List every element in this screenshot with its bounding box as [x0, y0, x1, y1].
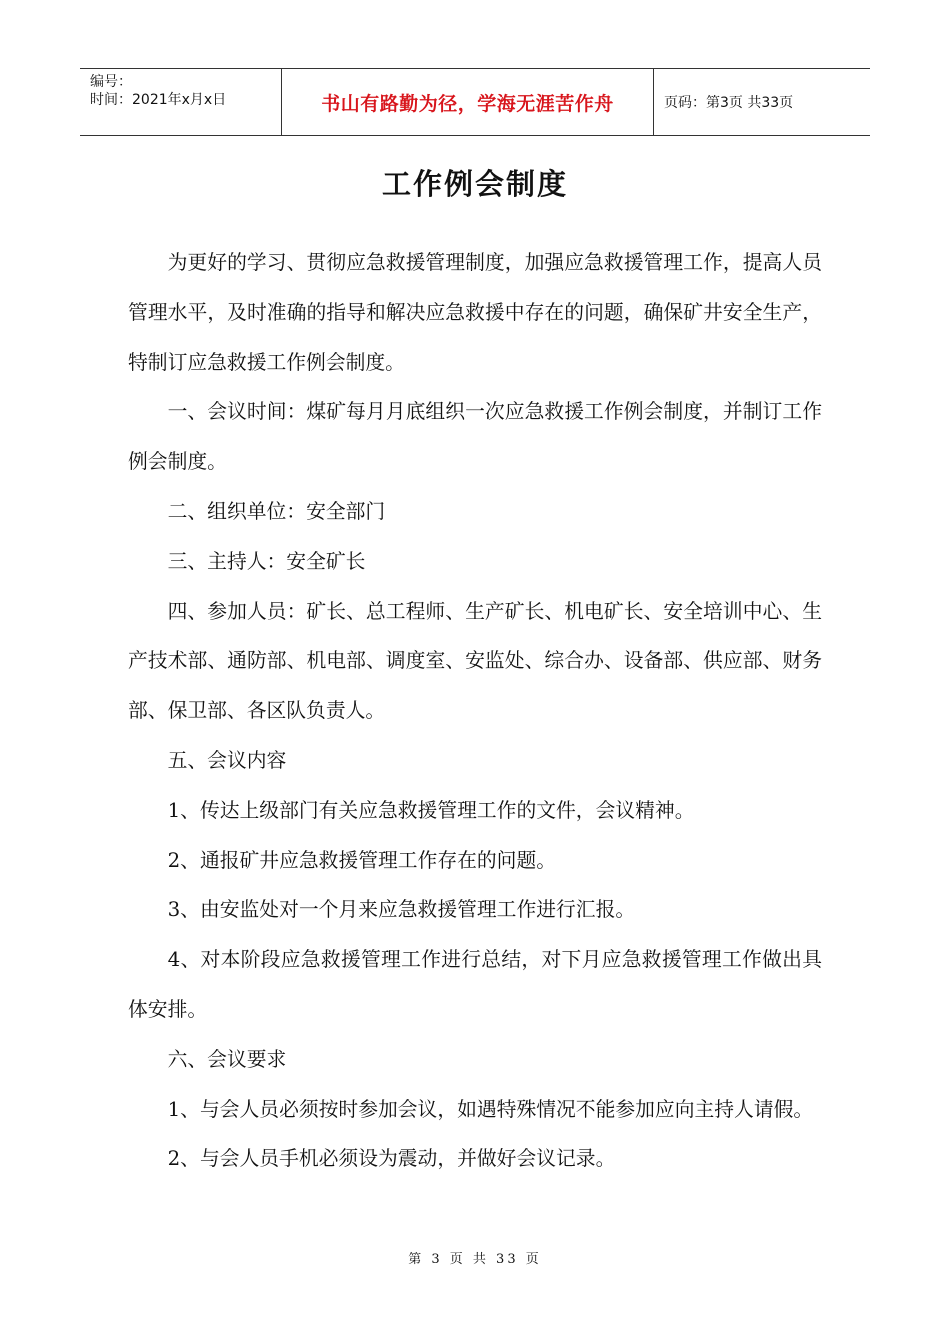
document-body [128, 238, 822, 1184]
paragraph: 4、对本阶段应急救援管理工作进行总结，对下月应急救援管理工作做出具体安排。 [128, 948, 822, 1021]
page-footer: 第 3 页 共 33 页 [408, 1252, 542, 1267]
paragraph: 为更好的学习、贯彻应急救援管理制度，加强应急救援管理工作，提高人员管理水平，及时准确的指导和解决应急救援中存在的问题，确保矿井安全生产，特制订应急救援工作例会制度。 [128, 251, 822, 374]
document-title: 工作例会制度 [381, 167, 568, 201]
document-header [80, 68, 870, 136]
header-meta-cell [80, 69, 282, 135]
document-date-label: 时间：2021年x月x日 [90, 92, 227, 108]
paragraph: 1、传达上级部门有关应急救援管理工作的文件，会议精神。 [167, 798, 695, 822]
paragraph: 2、通报矿井应急救援管理工作存在的问题。 [167, 848, 557, 872]
paragraph: 六、会议要求 [167, 1047, 287, 1071]
paragraph: 三、主持人：安全矿长 [167, 549, 366, 573]
document-number-label: 编号： [90, 74, 132, 90]
header-motto: 书山有路勤为径，学海无涯苦作舟 [282, 69, 654, 135]
paragraph: 3、由安监处对一个月来应急救援管理工作进行汇报。 [167, 898, 636, 922]
paragraph: 二、组织单位：安全部门 [167, 499, 386, 523]
paragraph: 四、参加人员：矿长、总工程师、生产矿长、机电矿长、安全培训中心、生产技术部、通防部、机电部、调度室、安监处、综合办、设备部、供应部、财务部、保卫部、各区队负责人。 [128, 599, 822, 723]
paragraph: 2、与会人员手机必须设为震动，并做好会议记录。 [167, 1147, 616, 1171]
paragraph: 1、与会人员必须按时参加会议，如遇特殊情况不能参加应向主持人请假。 [167, 1097, 814, 1121]
paragraph: 五、会议内容 [167, 748, 287, 772]
header-page-info: 页码：第3页 共33页 [664, 95, 794, 111]
paragraph: 一、会议时间：煤矿每月月底组织一次应急救援工作例会制度，并制订工作例会制度。 [128, 400, 822, 474]
